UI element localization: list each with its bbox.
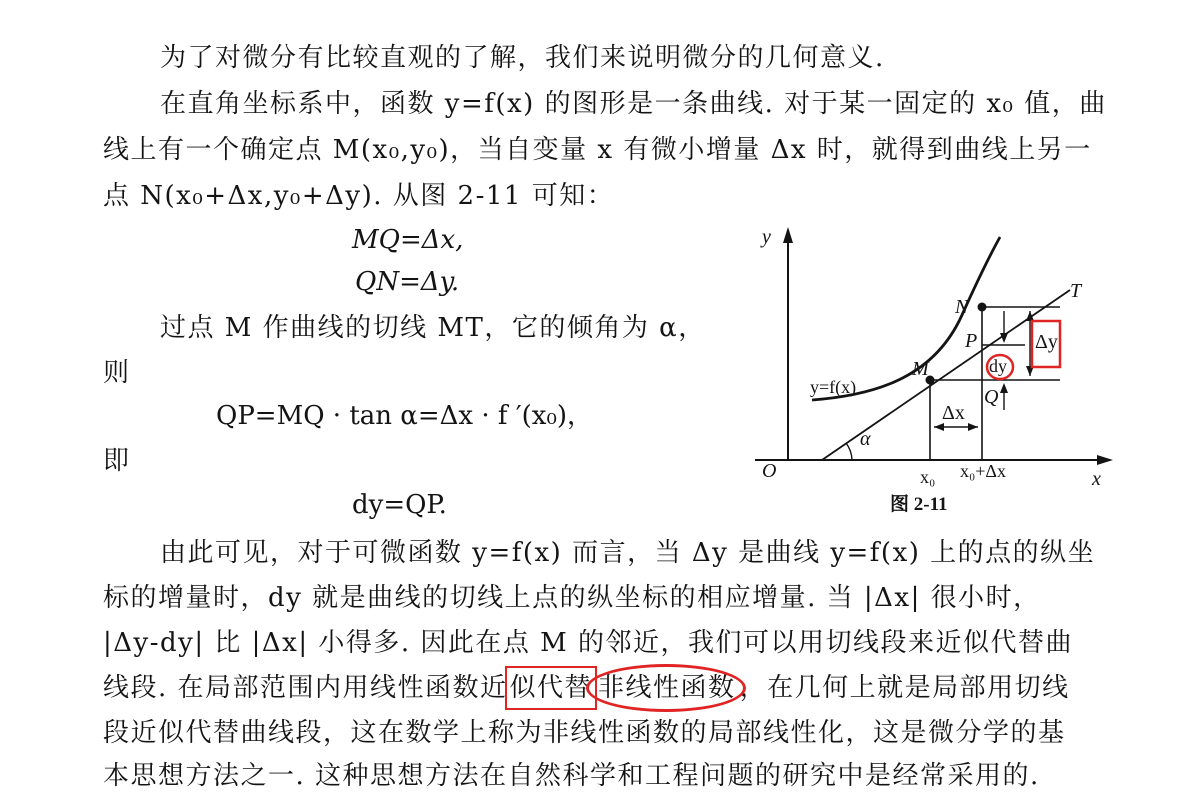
- origin-label: O: [762, 460, 777, 482]
- text-segment: ，在几何上就是局部用切线: [739, 673, 1070, 703]
- text-line: |Δy-dy| 比 |Δx| 小得多. 因此在点 M 的邻近，我们可以用切线段来近似代替曲: [103, 628, 1074, 658]
- text-line: 本思想方法之一. 这种思想方法在自然科学和工程问题的研究中是经常采用的.: [103, 761, 1040, 791]
- delta-x-label: Δx: [942, 402, 965, 424]
- x0-label: x₀: [920, 467, 936, 487]
- alpha-label: α: [860, 428, 871, 450]
- formula-dy: dy=QP.: [352, 490, 447, 520]
- x0-plus-dx-label: x₀+Δx: [960, 461, 1007, 481]
- text-line: 由此可见，对于可微函数 y=f(x) 而言，当 Δy 是曲线 y=f(x) 上的点的纵坐: [160, 538, 1096, 568]
- point-p-label: P: [965, 330, 978, 352]
- formula-qn: QN=Δy.: [355, 267, 460, 297]
- tangent-label: T: [1070, 280, 1082, 302]
- y-axis-label: y: [762, 226, 771, 248]
- point-q-label: Q: [984, 386, 999, 408]
- curve-line: [812, 237, 1000, 400]
- text-line: 点 N(x₀+Δx,y₀+Δy). 从图 2-11 可知：: [103, 181, 615, 211]
- point-n-label: N: [955, 296, 969, 318]
- delta-y-label: Δy: [1035, 331, 1058, 353]
- highlight-rect-text: 似代替: [508, 670, 595, 706]
- text-line: 过点 M 作曲线的切线 MT，它的倾角为 α，: [160, 313, 706, 343]
- point-n-dot: [978, 303, 987, 312]
- formula-qp: QP=MQ · tan α=Δx · f ′(x₀)，: [216, 401, 594, 431]
- text-line: 则: [103, 358, 131, 388]
- text-segment: 线段. 在局部范围内用线性函数近: [103, 673, 508, 703]
- curve-label: y=f(x): [810, 377, 857, 397]
- highlight-ellipse-text: 非线性函数: [594, 670, 740, 706]
- point-m-label: M: [912, 358, 929, 380]
- figure-2-11: [740, 215, 1120, 525]
- formula-mq: MQ=Δx,: [352, 225, 464, 255]
- text-line: 即: [103, 446, 131, 476]
- figure-caption: 图 2-11: [890, 494, 948, 515]
- x-axis-label: x: [1092, 468, 1101, 490]
- dy-label: dy: [989, 356, 1007, 376]
- text-line: 为了对微分有比较直观的了解，我们来说明微分的几何意义.: [160, 43, 885, 73]
- text-line: 在直角坐标系中，函数 y=f(x) 的图形是一条曲线. 对于某一固定的 x₀ 值，曲: [160, 89, 1107, 119]
- text-line: 线上有一个确定点 M(x₀,y₀)，当自变量 x 有微小增量 Δx 时，就得到曲线上另一: [103, 135, 1092, 165]
- text-line: [103, 670, 1070, 706]
- text-line: 标的增量时，dy 就是曲线的切线上点的纵坐标的相应增量. 当 |Δx| 很小时，: [103, 583, 1041, 613]
- text-line: 段近似代替曲线段，这在数学上称为非线性函数的局部线性化，这是微分学的基: [103, 718, 1066, 748]
